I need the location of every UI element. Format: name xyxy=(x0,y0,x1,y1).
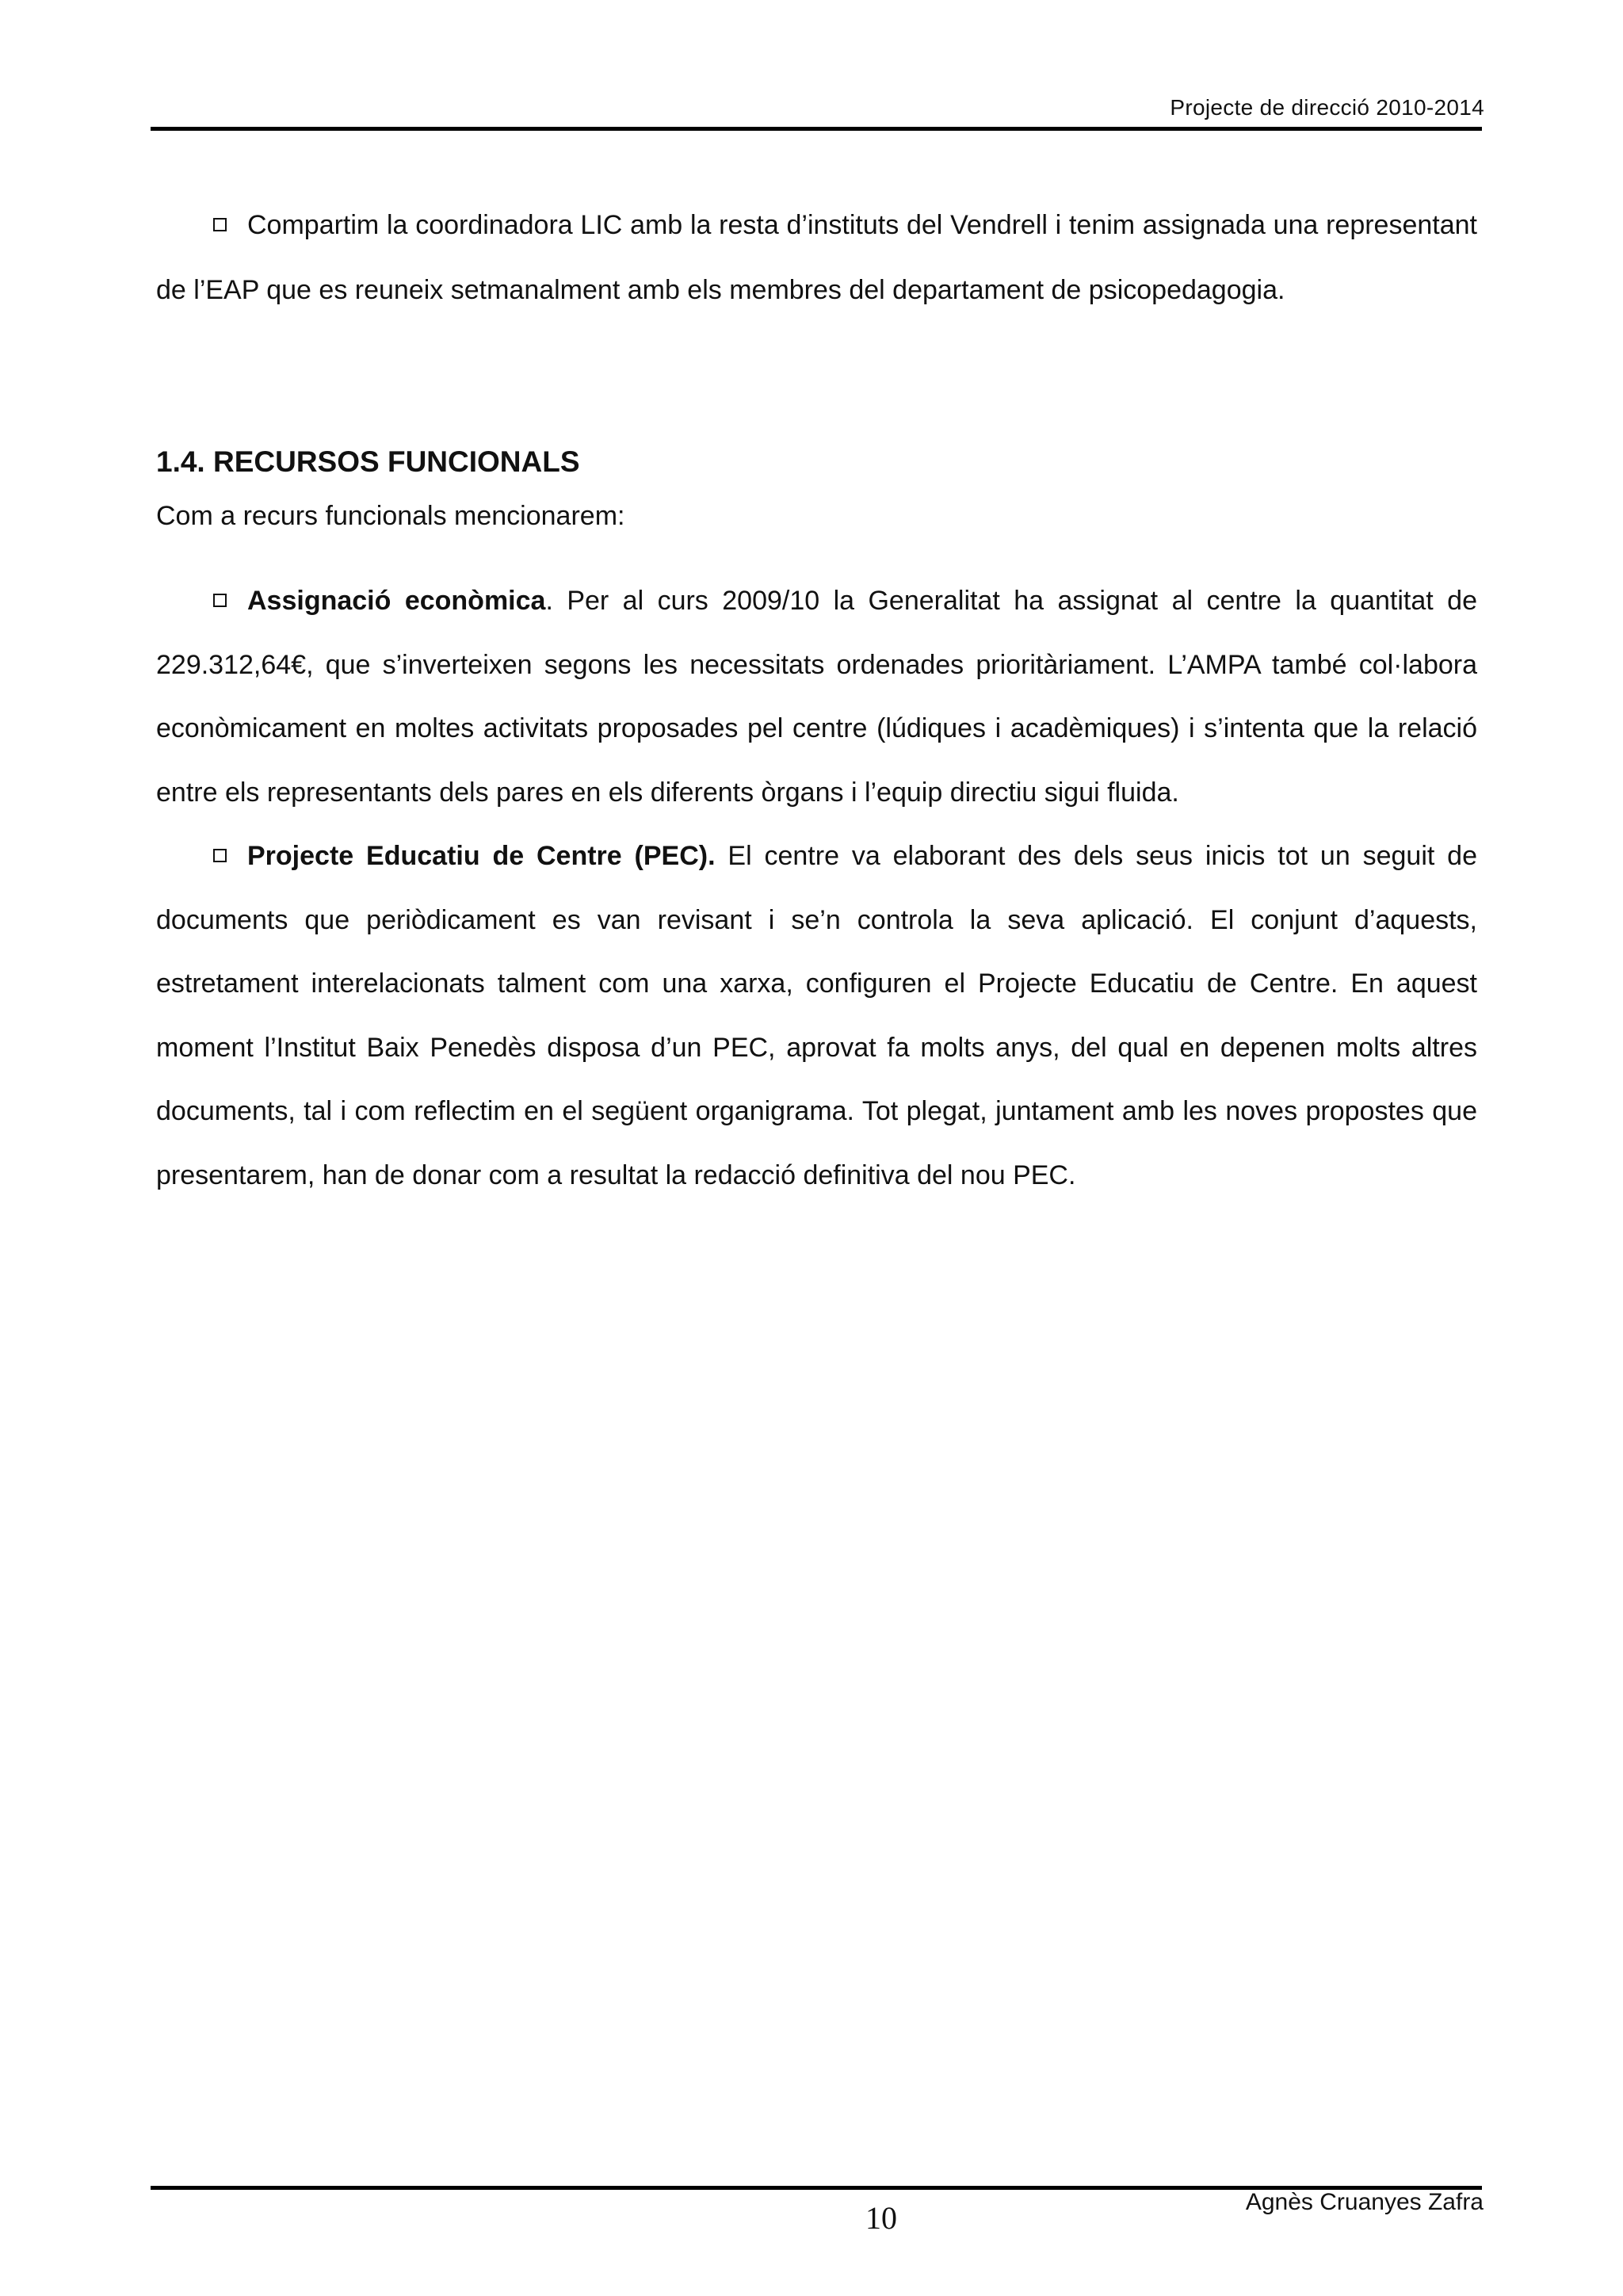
checkbox-icon xyxy=(213,849,227,862)
intro-bullet-paragraph xyxy=(156,193,1477,323)
bullet-title: Assignació econòmica xyxy=(247,586,546,616)
page-number: 10 xyxy=(865,2200,897,2236)
bullet-text: El centre va elaborant des dels seus inicis tot un seguit de documents que periòdicament es van revisant i se’n controla la seva aplicació. El conjunt d’aquests, estretament interelacionats talment com una xarxa, configuren el Projecte Educatiu de Centre. En aquest moment l’Institut Baix Penedès disposa d’un PEC, aprovat fa molts anys, del qual en depenen molts altres documents, tal i com reflectim en el següent organigrama. Tot plegat, juntament amb les noves propostes que presentarem, han de donar com a resultat la redacció definitiva del nou PEC. xyxy=(156,841,1477,1190)
intro-bullet-block xyxy=(156,193,1477,323)
bullet-title: Projecte Educatiu de Centre (PEC). xyxy=(247,841,716,871)
checkbox-icon xyxy=(213,218,227,231)
bullet-text: . Per al curs 2009/10 la Generalitat ha assignat al centre la quantitat de 229.312,64€, que s’inverteixen segons les necessitats ordenades prioritàriament. L’AMPA també col·labora econòmicament en moltes activitats proposades pel centre (lúdiques i acadèmiques) i s’intenta que la relació entre els representants dels pares en els diferents òrgans i l’equip directiu sigui fluida. xyxy=(156,586,1477,808)
checkbox-icon xyxy=(213,594,227,607)
bullet-list xyxy=(156,569,1477,1207)
intro-bullet-text: Compartim la coordinadora LIC amb la resta d’instituts del Vendrell i tenim assignada una representant de l’EAP que es reuneix setmanalment amb els membres del departament de psicopedagogia. xyxy=(156,210,1477,305)
header-rule xyxy=(151,127,1482,131)
section-intro: Com a recurs funcionals mencionarem: xyxy=(156,501,625,531)
footer-author: Agnès Cruanyes Zafra xyxy=(1245,2189,1484,2215)
header-title: Projecte de direcció 2010-2014 xyxy=(1170,95,1484,120)
bullet-economic-assignment xyxy=(156,569,1477,824)
section-heading: 1.4. RECURSOS FUNCIONALS xyxy=(156,445,580,478)
bullet-educational-project xyxy=(156,824,1477,1207)
